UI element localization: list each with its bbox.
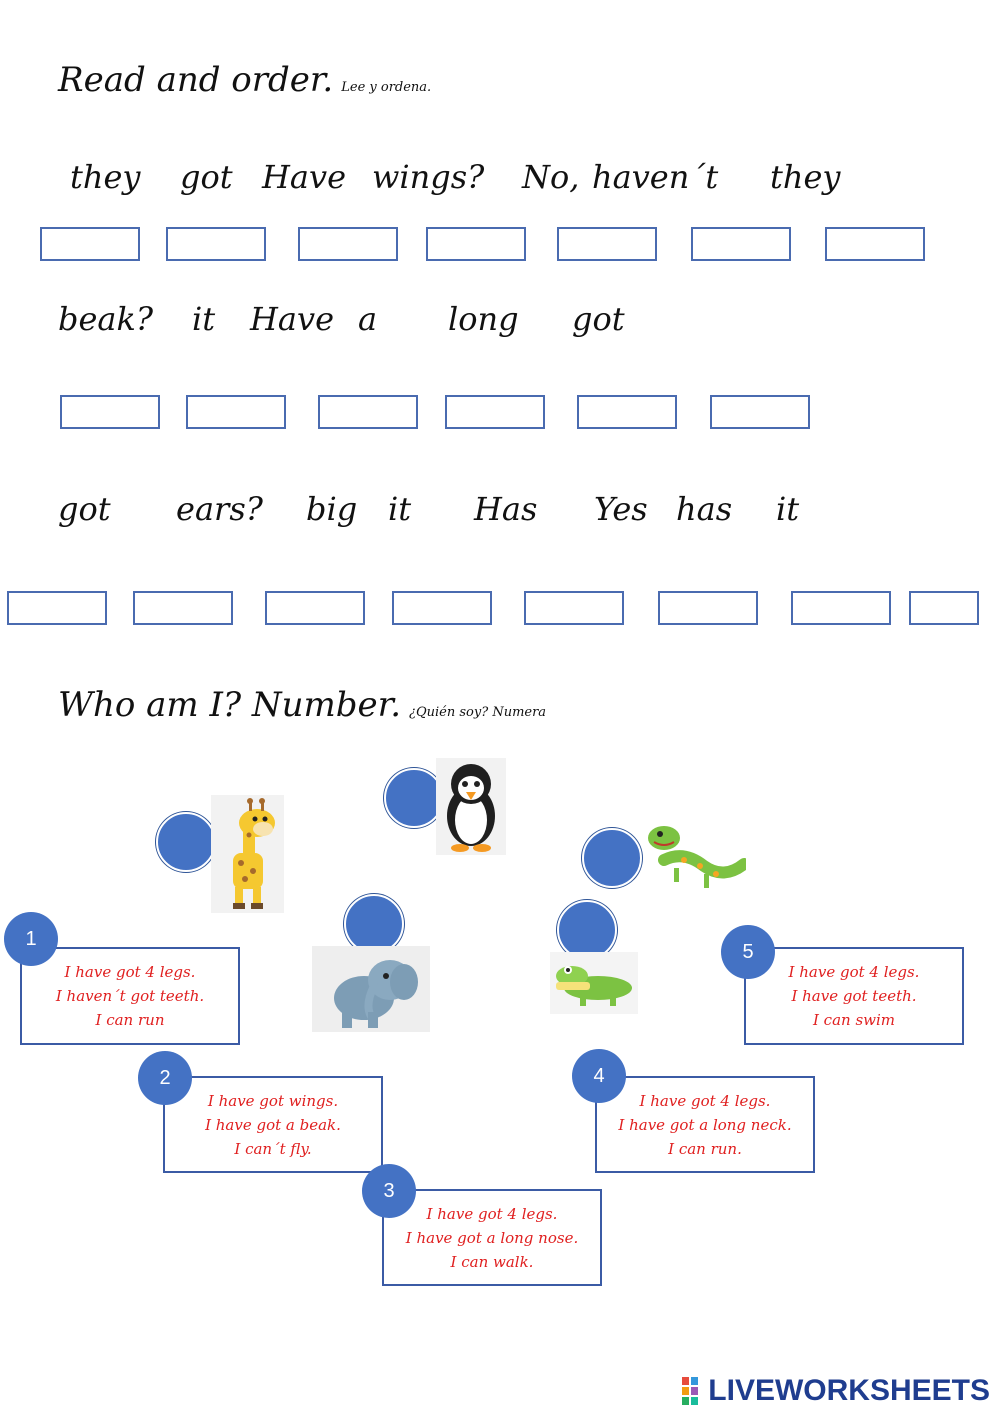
clue-line: I have got teeth.: [791, 987, 917, 1005]
answer-box[interactable]: [445, 395, 545, 429]
answer-circle-crocodile[interactable]: [557, 900, 617, 960]
word-tile: a: [358, 300, 378, 338]
word-tile: wings?: [372, 158, 485, 196]
penguin-image: [436, 758, 506, 855]
answer-box[interactable]: [265, 591, 365, 625]
answer-box[interactable]: [166, 227, 266, 261]
read-and-order-heading: [58, 60, 431, 100]
word-tile: Has: [474, 490, 538, 528]
answer-circle-giraffe[interactable]: [156, 812, 216, 872]
heading-title: Read and order.: [58, 60, 334, 100]
word-tile: beak?: [58, 300, 154, 338]
lizard-image: [644, 820, 746, 894]
answer-box[interactable]: [298, 227, 398, 261]
brand-name: LIVEWORKSHEETS: [708, 1374, 990, 1407]
word-tile: it: [388, 490, 412, 528]
clue-line: I can run: [95, 1011, 165, 1029]
card-number-badge: 1: [4, 912, 58, 966]
clue-line: I have got 4 legs.: [64, 963, 196, 981]
word-tile: No,: [522, 158, 580, 196]
clue-line: I can´t fly.: [234, 1139, 312, 1158]
answer-box[interactable]: [658, 591, 758, 625]
answer-box[interactable]: [133, 591, 233, 625]
answer-box[interactable]: [7, 591, 107, 625]
card-number-badge: 5: [721, 925, 775, 979]
crocodile-image: [550, 952, 638, 1014]
answer-box[interactable]: [186, 395, 286, 429]
clue-line: I have got 4 legs.: [639, 1091, 771, 1110]
heading-subtitle: Lee y ordena.: [341, 80, 432, 95]
answer-circle-lizard[interactable]: [582, 828, 642, 888]
clue-line: I can run.: [668, 1139, 742, 1158]
answer-circle-elephant[interactable]: [344, 894, 404, 954]
answer-box[interactable]: [825, 227, 925, 261]
clue-line: I have got a long neck.: [618, 1115, 792, 1134]
word-tile: Have: [250, 300, 334, 338]
answer-box[interactable]: [426, 227, 526, 261]
word-tile: it: [776, 490, 800, 528]
heading-subtitle: ¿Quién soy? Numera: [409, 705, 547, 720]
word-tile: it: [192, 300, 216, 338]
word-tile: has: [676, 490, 733, 528]
answer-box[interactable]: [60, 395, 160, 429]
answer-box[interactable]: [557, 227, 657, 261]
word-tile: haven´t: [592, 158, 719, 196]
card-number-badge: 3: [362, 1164, 416, 1218]
answer-box[interactable]: [577, 395, 677, 429]
word-tile: Have: [262, 158, 346, 196]
clue-line: I have got 4 legs.: [788, 963, 920, 981]
word-tile: they: [770, 158, 841, 196]
word-tile: they: [70, 158, 141, 196]
liveworksheets-logo: [682, 1374, 990, 1408]
word-tile: Yes: [594, 490, 648, 528]
answer-box[interactable]: [909, 591, 979, 625]
giraffe-image: [211, 795, 284, 913]
word-tile: got: [58, 490, 111, 528]
clue-card-5: [744, 947, 964, 1045]
word-tile: got: [180, 158, 233, 196]
elephant-image: [312, 946, 430, 1032]
word-tile: big: [306, 490, 358, 528]
word-tile: got: [572, 300, 625, 338]
clue-card-4: [595, 1076, 815, 1173]
answer-box[interactable]: [40, 227, 140, 261]
heading-title: Who am I? Number.: [58, 685, 402, 725]
answer-box[interactable]: [392, 591, 492, 625]
word-tile: long: [448, 300, 519, 338]
word-tile: ears?: [176, 490, 263, 528]
answer-box[interactable]: [791, 591, 891, 625]
answer-box[interactable]: [318, 395, 418, 429]
clue-card-1: [20, 947, 240, 1045]
liveworksheets-icon: [682, 1377, 708, 1405]
answer-box[interactable]: [524, 591, 624, 625]
answer-box[interactable]: [691, 227, 791, 261]
clue-card-3: [382, 1189, 602, 1286]
clue-line: I have got a long nose.: [405, 1228, 579, 1247]
clue-line: I can swim: [812, 1011, 896, 1029]
card-number-badge: 2: [138, 1051, 192, 1105]
card-number-badge: 4: [572, 1049, 626, 1103]
who-am-i-heading: [58, 685, 546, 725]
answer-box[interactable]: [710, 395, 810, 429]
clue-line: I have got a beak.: [205, 1115, 341, 1134]
clue-line: I haven´t got teeth.: [55, 987, 205, 1005]
clue-line: I have got 4 legs.: [426, 1204, 558, 1223]
clue-card-2: [163, 1076, 383, 1173]
clue-line: I have got wings.: [207, 1091, 339, 1110]
answer-circle-penguin[interactable]: [384, 768, 444, 828]
clue-line: I can walk.: [450, 1252, 534, 1271]
